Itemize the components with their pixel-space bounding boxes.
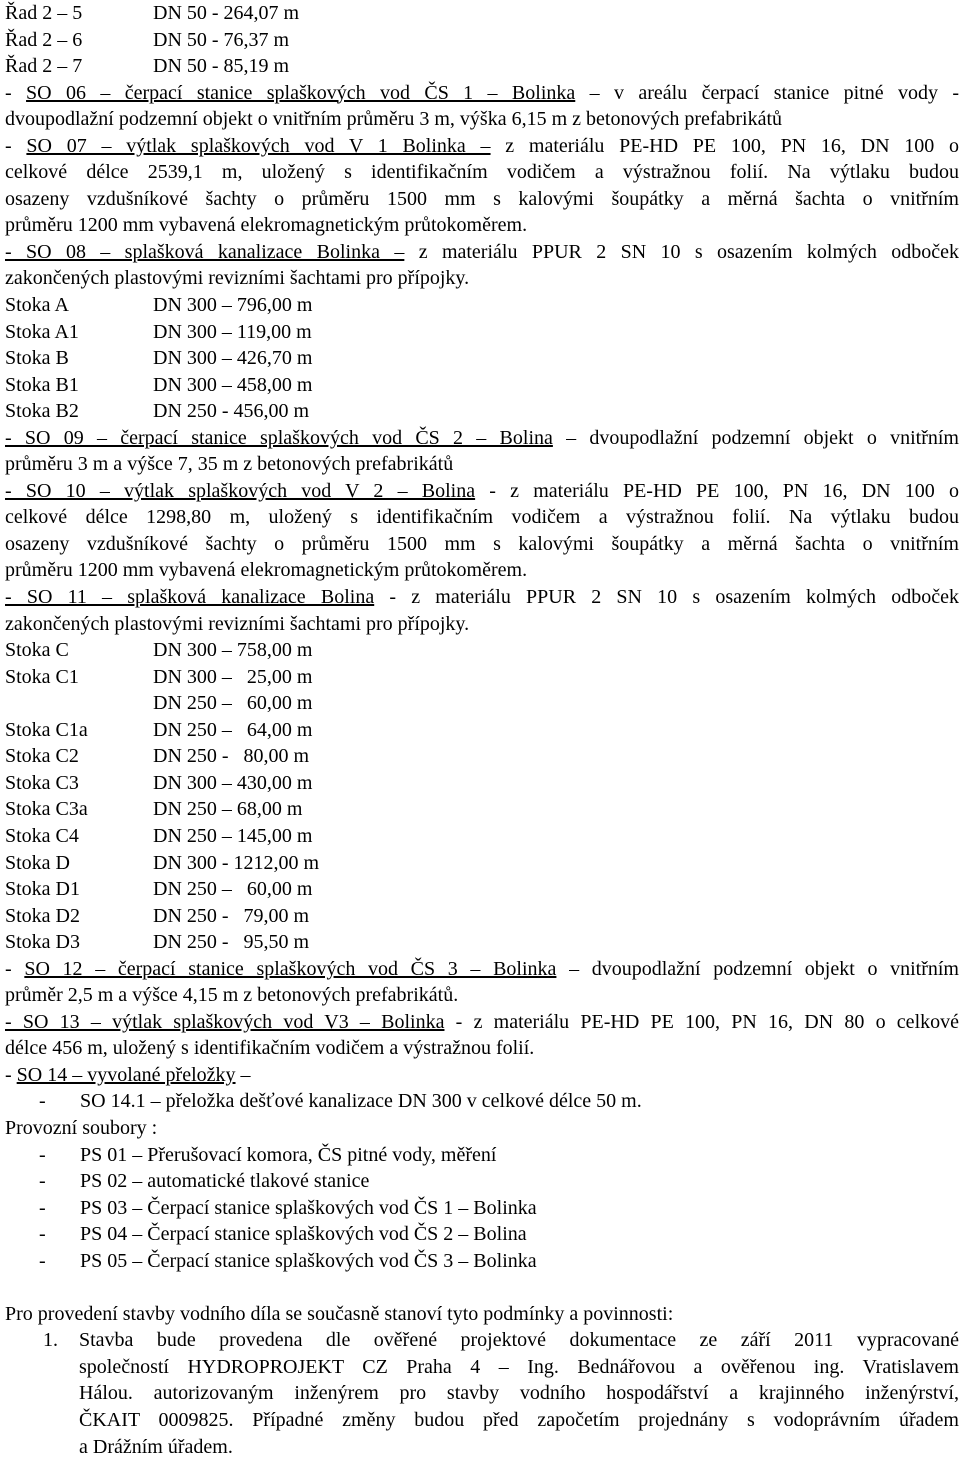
rad-row	[5, 0, 959, 27]
stoka-row-value: DN 250 - 80,00 m	[153, 745, 310, 768]
stoka-row	[5, 372, 959, 399]
so12-dash: -	[5, 957, 25, 980]
rad-row-value: DN 50 - 264,07 m	[153, 2, 300, 24]
so13-line-1-rest: - z materiálu PE-HD PE 100, PN 16, DN 80 o celkové	[444, 1010, 959, 1033]
provozni-bullet: -	[39, 1249, 46, 1272]
stoka-row	[5, 743, 959, 770]
stoka-row-name: Stoka D3	[5, 931, 80, 954]
stoka-row	[5, 292, 959, 319]
condition-line: ČKAIT 0009825. Případné změny budou před započetím projednány s vodoprávním úřadem	[79, 1408, 959, 1431]
so12-title: SO 12 – čerpací stanice splaškových vod ČS 3 – Bolinka	[24, 957, 557, 980]
so11-section	[5, 584, 959, 637]
so11-line-1-rest: - z materiálu PPUR 2 SN 10 s osazením kolmých odboček	[374, 586, 959, 609]
so12-section	[5, 956, 959, 1009]
so07-title: SO 07 – výtlak splaškových vod V 1 Bolinka –	[26, 134, 491, 157]
stoka-row	[5, 850, 959, 877]
so14-line-1-rest: –	[235, 1063, 251, 1086]
provozni-item-text: PS 03 – Čerpací stanice splaškových vod ČS 1 – Bolinka	[80, 1196, 537, 1219]
so14-title: SO 14 – vyvolané přeložky	[16, 1063, 236, 1086]
so12-line-1-rest: – dvoupodlažní podzemní objekt o vnitřním	[556, 957, 959, 980]
stoka-list-c	[5, 637, 959, 956]
conditions-section	[5, 1301, 959, 1460]
stoka-row-name: Stoka B2	[5, 400, 79, 423]
so11-line-2: zakončených plastovými revizními šachtami pro přípojky.	[5, 612, 470, 635]
conditions-intro: Pro provedení stavby vodního díla se současně stanoví tyto podmínky a povinnosti:	[5, 1302, 674, 1325]
stoka-row	[5, 796, 959, 823]
stoka-row-name: Stoka D1	[5, 878, 80, 901]
so06-line-1-rest: – v areálu čerpací stanice pitné vody -	[575, 81, 959, 104]
condition-line: Hálou. autorizovaným inženýrem pro stavby vodního hospodářství a krajinného inženýrství,	[79, 1382, 959, 1405]
rad-row-value: DN 50 - 76,37 m	[153, 28, 290, 51]
provozni-item	[5, 1248, 959, 1275]
stoka-row-name: Stoka A1	[5, 320, 79, 343]
so06-line-1	[5, 80, 959, 107]
so07-line-1-rest: z materiálu PE-HD PE 100, PN 16, DN 100 o	[490, 134, 959, 157]
stoka-row-value: DN 250 – 60,00 m	[153, 878, 313, 901]
rad-row	[5, 53, 959, 80]
so07-dash: -	[5, 134, 27, 157]
so09-section	[5, 425, 959, 478]
stoka-row	[5, 929, 959, 956]
rad-row	[5, 27, 959, 54]
provozni-item	[5, 1221, 959, 1248]
stoka-row-value: DN 300 – 25,00 m	[153, 665, 313, 688]
provozni-item	[5, 1195, 959, 1222]
stoka-row-name: Stoka B1	[5, 373, 79, 396]
so09-line-1	[5, 425, 959, 452]
rad-row-name: Řad 2 – 6	[5, 28, 83, 51]
so14-section	[5, 1062, 959, 1115]
rad-list	[5, 0, 959, 80]
so08-line-1-rest: z materiálu PPUR 2 SN 10 s osazením kolmých odboček	[404, 240, 959, 263]
stoka-row	[5, 903, 959, 930]
stoka-row-value: DN 300 – 119,00 m	[153, 320, 312, 343]
stoka-row	[5, 717, 959, 744]
condition-item-1-lines	[79, 1327, 959, 1460]
so14-sub-bullet: -	[39, 1090, 46, 1113]
stoka-row-name: Stoka C1	[5, 665, 79, 688]
condition-item-1	[5, 1327, 959, 1460]
so11-title: - SO 11 – splašková kanalizace Bolina	[5, 586, 375, 609]
stoka-row	[5, 690, 959, 717]
stoka-row-value: DN 250 – 145,00 m	[153, 824, 313, 847]
provozni-item-text: PS 05 – Čerpací stanice splaškových vod ČS 3 – Bolinka	[80, 1249, 537, 1272]
condition-line: a Drážním úřadem.	[79, 1435, 233, 1458]
provozni-bullet: -	[39, 1170, 46, 1193]
stoka-row-name: Stoka C2	[5, 745, 79, 768]
so10-line-3: osazeny vzdušníkové šachty o průměru 1500 mm s kalovými šoupátky a měrná šachta o vnitřním	[5, 532, 959, 555]
provozni-item	[5, 1168, 959, 1195]
stoka-row	[5, 398, 959, 425]
so06-line-2: dvoupodlažní podzemní objekt o vnitřním průměru 3 m, výška 6,15 m z betonových prefabrikátů	[5, 108, 783, 131]
rad-row-name: Řad 2 – 7	[5, 55, 83, 78]
provozni-bullet: -	[39, 1143, 46, 1166]
so12-line-2: průměr 2,5 m a výšce 4,15 m z betonových prefabrikátů.	[5, 984, 459, 1007]
stoka-row-value: DN 300 – 458,00 m	[153, 373, 313, 396]
stoka-row-value: DN 250 – 68,00 m	[153, 798, 303, 821]
so10-line-2: celkové délce 1298,80 m, uložený s identifikačním vodičem a výstražnou folií. Na výtlaku budou	[5, 506, 959, 529]
stoka-row-value: DN 250 - 456,00 m	[153, 400, 310, 423]
stoka-row-value: DN 300 – 796,00 m	[153, 294, 313, 317]
stoka-row	[5, 770, 959, 797]
so09-line-2: průměru 3 m a výšce 7, 35 m z betonových prefabrikátů	[5, 453, 454, 476]
so14-dash: -	[5, 1063, 17, 1086]
rad-row-name: Řad 2 – 5	[5, 2, 83, 24]
provozni-bullet: -	[39, 1196, 46, 1219]
so10-line-4: průměru 1200 mm vybavená elekromagnetickým průtokoměrem.	[5, 559, 528, 582]
so08-title: - SO 08 – splašková kanalizace Bolinka –	[5, 240, 405, 263]
provozni-bullet: -	[39, 1223, 46, 1246]
stoka-row-name: Stoka C3a	[5, 798, 88, 821]
so06-title: SO 06 – čerpací stanice splaškových vod ČS 1 – Bolinka	[26, 81, 576, 104]
so10-title: - SO 10 – výtlak splaškových vod V 2 – Bolina	[5, 479, 476, 502]
so09-title: - SO 09 – čerpací stanice splaškových vod ČS 2 – Bolina	[5, 426, 553, 449]
stoka-row	[5, 637, 959, 664]
stoka-row	[5, 319, 959, 346]
stoka-row-value: DN 300 - 1212,00 m	[153, 851, 320, 874]
so13-section	[5, 1009, 959, 1062]
so13-line-2: délce 456 m, uložený s identifikačním vodičem a výstražnou folií.	[5, 1037, 535, 1060]
stoka-list-a	[5, 292, 959, 425]
so07-section	[5, 133, 959, 239]
so08-line-1	[5, 239, 959, 266]
stoka-row	[5, 823, 959, 850]
condition-number: 1.	[43, 1329, 58, 1352]
so08-section	[5, 239, 959, 292]
so10-line-1	[5, 478, 959, 505]
stoka-row-name: Stoka B	[5, 347, 69, 370]
stoka-row-name: Stoka A	[5, 294, 69, 317]
stoka-row-value: DN 300 – 426,70 m	[153, 347, 313, 370]
document-page	[5, 0, 959, 1460]
so14-sub-item	[5, 1088, 959, 1115]
stoka-row-value: DN 250 - 79,00 m	[153, 904, 310, 927]
stoka-row-value: DN 250 – 60,00 m	[153, 692, 313, 715]
so07-line-3: osazeny vzdušníkové šachty o průměru 1500 mm s kalovými šoupátky a měrná šachta o vnitřním	[5, 187, 959, 210]
stoka-row-name: Stoka D	[5, 851, 70, 874]
rad-row-value: DN 50 - 85,19 m	[153, 55, 290, 78]
so06-section	[5, 80, 959, 133]
so06-dash: -	[5, 81, 27, 104]
stoka-row-value: DN 300 – 430,00 m	[153, 771, 313, 794]
so10-line-1-rest: - z materiálu PE-HD PE 100, PN 16, DN 100 o	[475, 479, 959, 502]
stoka-row-name: Stoka C4	[5, 824, 79, 847]
stoka-row	[5, 664, 959, 691]
stoka-row-name: Stoka C3	[5, 771, 79, 794]
so12-line-1	[5, 956, 959, 983]
provozni-heading: Provozní soubory :	[5, 1116, 158, 1139]
stoka-row-name: Stoka D2	[5, 904, 80, 927]
so14-line-1	[5, 1062, 959, 1089]
condition-line: Stavba bude provedena dle ověřené projektové dokumentace ze září 2011 vypracované	[79, 1329, 959, 1352]
so07-line-2: celkové délce 2539,1 m, uložený s identifikačním vodičem a výstražnou folií. Na výtlaku budou	[5, 161, 959, 184]
provozni-list	[5, 1142, 959, 1275]
provozni-item	[5, 1142, 959, 1169]
provozni-item-text: PS 04 – Čerpací stanice splaškových vod ČS 2 – Bolina	[80, 1223, 527, 1246]
so10-section	[5, 478, 959, 584]
stoka-row	[5, 876, 959, 903]
so07-line-4: průměru 1200 mm vybavená elekromagnetickým průtokoměrem.	[5, 214, 528, 237]
so09-line-1-rest: – dvoupodlažní podzemní objekt o vnitřním	[552, 426, 959, 449]
stoka-row	[5, 345, 959, 372]
stoka-row-value: DN 300 – 758,00 m	[153, 639, 313, 662]
so13-line-1	[5, 1009, 959, 1036]
stoka-row-name: Stoka C	[5, 639, 69, 662]
so07-line-1	[5, 133, 959, 160]
provozni-item-text: PS 01 – Přerušovací komora, ČS pitné vody, měření	[80, 1143, 497, 1166]
condition-line: společností HYDROPROJEKT CZ Praha 4 – Ing. Bednářovou a ověřenou ing. Vratislavem	[79, 1355, 959, 1378]
stoka-row-value: DN 250 – 64,00 m	[153, 718, 313, 741]
stoka-row-name: Stoka C1a	[5, 718, 88, 741]
provozni-item-text: PS 02 – automatické tlakové stanice	[80, 1170, 370, 1193]
blank-spacer	[5, 1274, 959, 1301]
provozni-section	[5, 1115, 959, 1274]
so14-sub-text: SO 14.1 – přeložka dešťové kanalizace DN 300 v celkové délce 50 m.	[80, 1090, 642, 1113]
so08-line-2: zakončených plastovými revizními šachtami pro přípojky.	[5, 267, 470, 290]
so13-title: - SO 13 – výtlak splaškových vod V3 – Bolinka	[5, 1010, 445, 1033]
so11-line-1	[5, 584, 959, 611]
stoka-row-value: DN 250 - 95,50 m	[153, 931, 310, 954]
